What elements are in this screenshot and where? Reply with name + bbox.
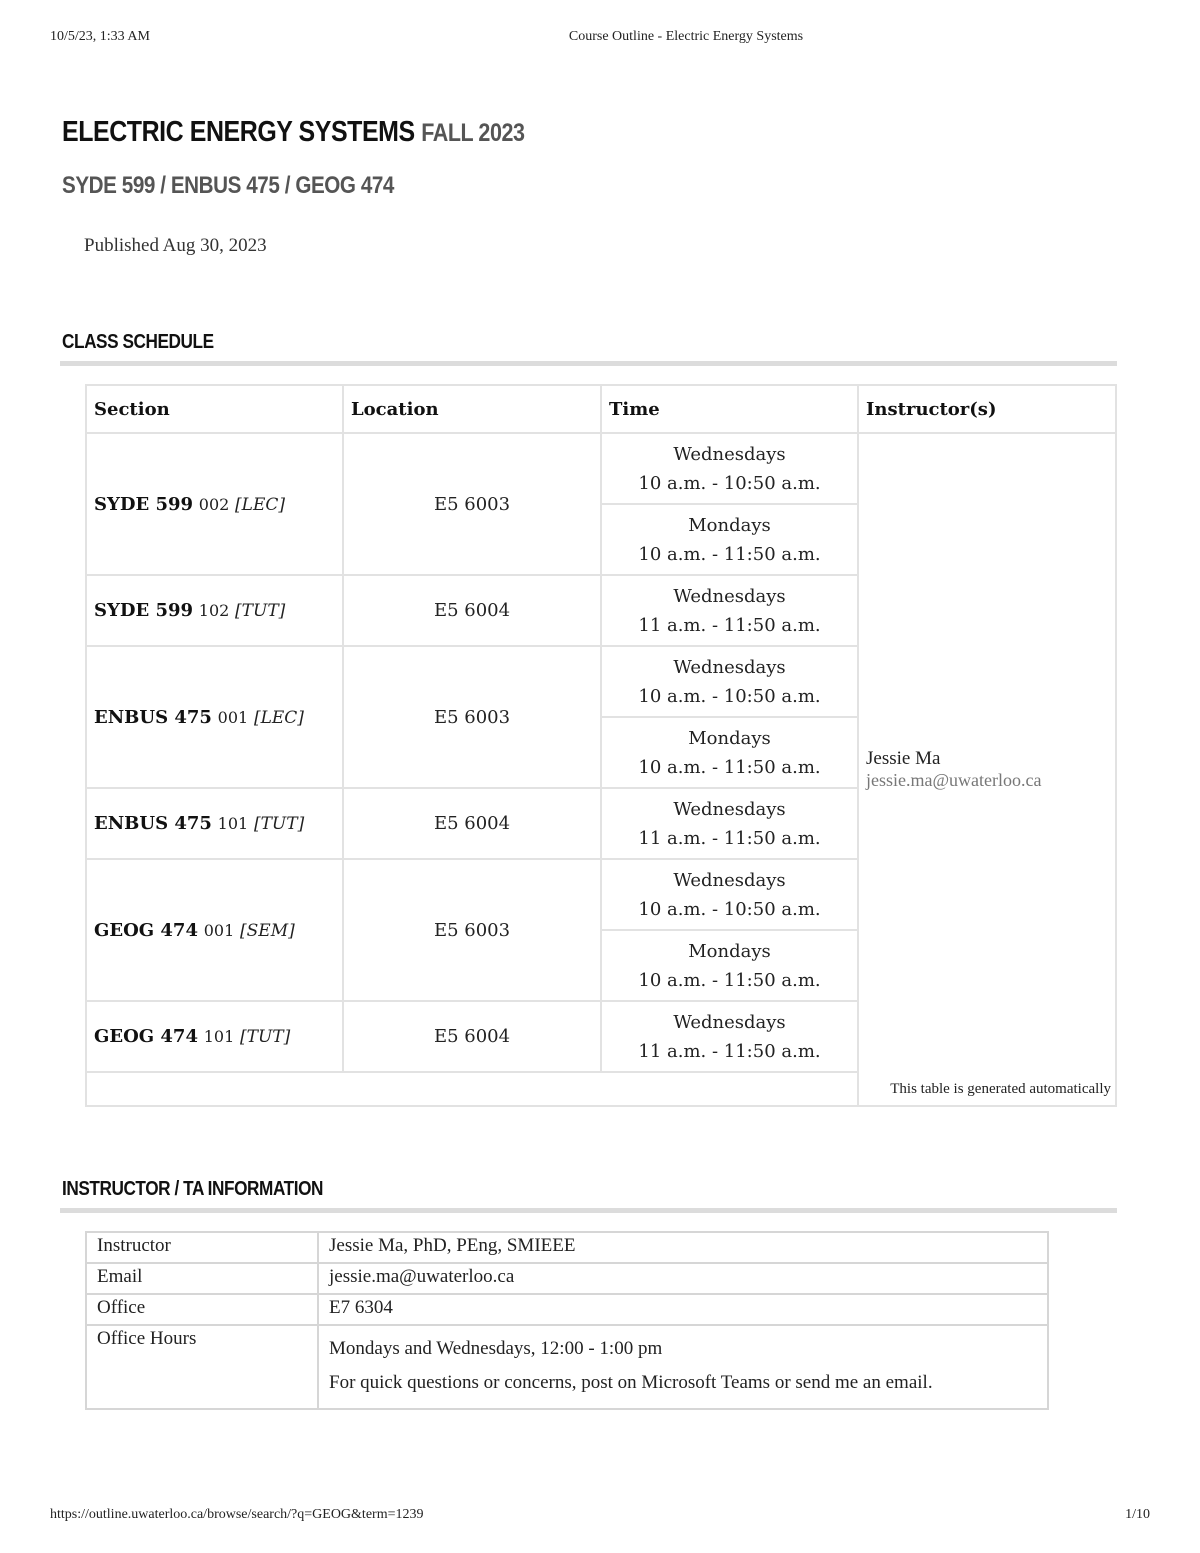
section-type: [TUT]	[253, 814, 305, 834]
location-cell: E5 6003	[343, 433, 601, 575]
section-code: GEOG 474	[94, 919, 198, 941]
section-number: 101	[217, 814, 249, 833]
time-cell: Mondays 10 a.m. - 11:50 a.m.	[601, 930, 858, 1001]
class-schedule-table	[85, 384, 1117, 1107]
instructor-name: Jessie Ma	[866, 748, 941, 769]
instructor-cell	[858, 433, 1116, 1106]
section-type: [TUT]	[240, 1027, 291, 1047]
print-datetime: 10/5/23, 1:33 AM	[50, 29, 150, 44]
section-code: ENBUS 475	[94, 813, 212, 834]
section-number: 002	[198, 494, 230, 514]
print-url: https://outline.uwaterloo.ca/browse/search/?q=GEOG&term=1239	[50, 1507, 424, 1522]
location-cell: E5 6004	[343, 788, 601, 859]
time-cell: Wednesdays 11 a.m. - 11:50 a.m.	[601, 575, 858, 646]
section-number: 001	[203, 920, 235, 940]
info-row	[86, 1263, 1048, 1294]
time-cell: Wednesdays 10 a.m. - 10:50 a.m.	[601, 433, 858, 504]
location-cell: E5 6003	[343, 646, 601, 788]
info-row	[86, 1232, 1048, 1263]
table-row	[86, 433, 1116, 504]
table-note: This table is generated automatically	[86, 1072, 1116, 1106]
section-type: [SEM]	[240, 920, 295, 941]
info-row	[86, 1294, 1048, 1325]
section-type: [LEC]	[253, 707, 304, 728]
section-code: ENBUS 475	[94, 706, 212, 728]
section-code: SYDE 599	[94, 493, 194, 515]
section-number: 101	[203, 1027, 235, 1046]
col-header-time: Time	[601, 385, 858, 433]
instructor-email[interactable]: jessie.ma@uwaterloo.ca	[866, 770, 1042, 790]
section-code: GEOG 474	[94, 1026, 198, 1047]
time-cell: Wednesdays 11 a.m. - 11:50 a.m.	[601, 1001, 858, 1072]
office-hours-note: For quick questions or concerns, post on Microsoft Teams or send me an email.	[329, 1372, 933, 1393]
info-label: Office Hours	[86, 1325, 318, 1409]
time-cell: Wednesdays 10 a.m. - 10:50 a.m.	[601, 859, 858, 930]
page-title	[62, 116, 525, 149]
office-hours-schedule: Mondays and Wednesdays, 12:00 - 1:00 pm	[329, 1338, 663, 1359]
table-footer-row	[86, 1072, 1116, 1106]
course-title: ELECTRIC ENERGY SYSTEMS	[62, 116, 415, 148]
info-label: Email	[86, 1263, 318, 1294]
table-header-row	[86, 385, 1116, 433]
section-number: 001	[217, 707, 249, 727]
time-cell: Wednesdays 10 a.m. - 10:50 a.m.	[601, 646, 858, 717]
section-divider	[60, 361, 1117, 366]
section-cell	[86, 646, 343, 788]
section-cell	[86, 433, 343, 575]
course-term: FALL 2023	[421, 119, 525, 147]
instructor-info-table	[85, 1231, 1049, 1410]
time-cell: Mondays 10 a.m. - 11:50 a.m.	[601, 504, 858, 575]
section-type: [TUT]	[235, 601, 286, 621]
info-value: E7 6304	[318, 1294, 1048, 1325]
section-divider	[60, 1208, 1117, 1213]
location-cell: E5 6004	[343, 575, 601, 646]
published-date: Published Aug 30, 2023	[84, 235, 267, 256]
instructor-info-heading: INSTRUCTOR / TA INFORMATION	[62, 1178, 324, 1200]
location-cell: E5 6004	[343, 1001, 601, 1072]
col-header-section: Section	[86, 385, 343, 433]
section-cell	[86, 575, 343, 646]
course-codes: SYDE 599 / ENBUS 475 / GEOG 474	[62, 172, 394, 199]
time-cell: Wednesdays 11 a.m. - 11:50 a.m.	[601, 788, 858, 859]
time-cell: Mondays 10 a.m. - 11:50 a.m.	[601, 717, 858, 788]
info-email-value[interactable]: jessie.ma@uwaterloo.ca	[318, 1263, 1048, 1294]
section-code: SYDE 599	[94, 600, 194, 621]
info-label: Instructor	[86, 1232, 318, 1263]
office-hours-value	[318, 1325, 1048, 1409]
info-value: Jessie Ma, PhD, PEng, SMIEEE	[318, 1232, 1048, 1263]
info-row	[86, 1325, 1048, 1409]
section-cell	[86, 788, 343, 859]
location-cell: E5 6003	[343, 859, 601, 1001]
section-type: [LEC]	[235, 494, 286, 515]
col-header-location: Location	[343, 385, 601, 433]
section-cell	[86, 1001, 343, 1072]
section-cell	[86, 859, 343, 1001]
page-number: 1/10	[1125, 1507, 1150, 1522]
class-schedule-heading: CLASS SCHEDULE	[62, 331, 214, 353]
info-label: Office	[86, 1294, 318, 1325]
col-header-instructors: Instructor(s)	[858, 385, 1116, 433]
section-number: 102	[198, 601, 230, 620]
print-title: Course Outline - Electric Energy Systems	[568, 29, 804, 44]
